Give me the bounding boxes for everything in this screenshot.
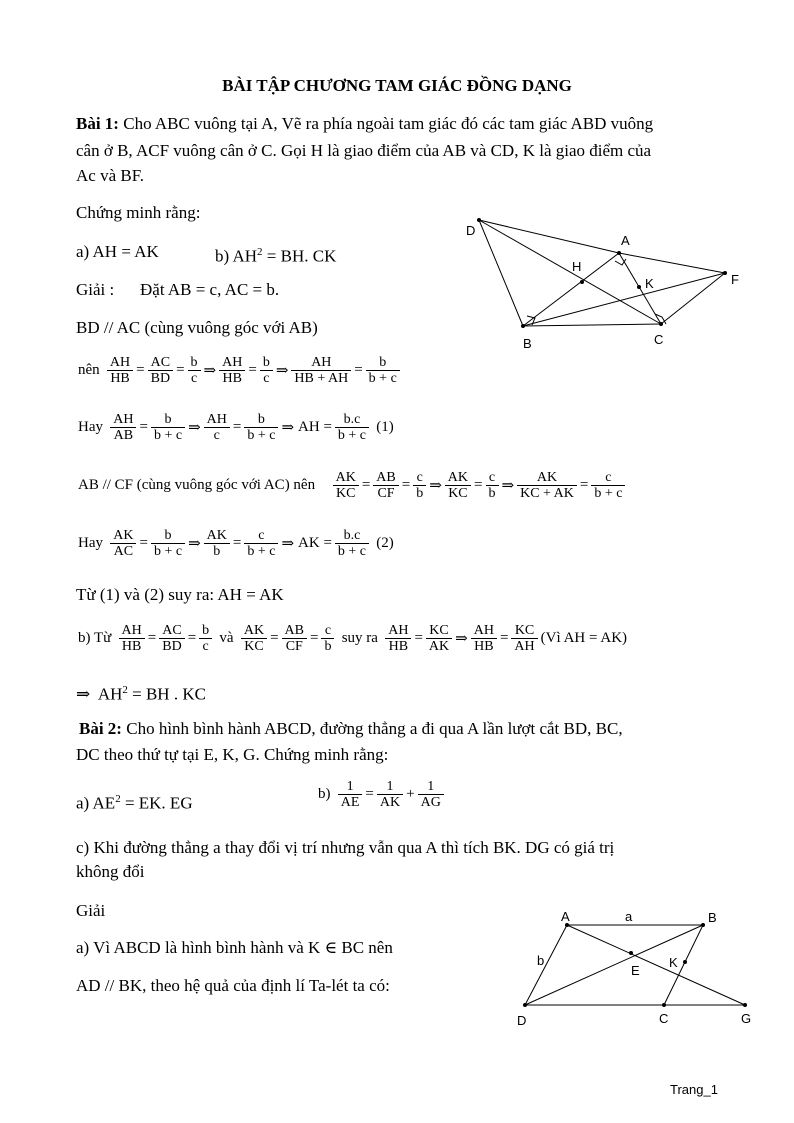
word-suy-ra: suy ra: [341, 630, 378, 646]
word-b: b): [318, 786, 331, 802]
num: AK: [241, 623, 267, 639]
num: KC: [511, 623, 537, 639]
frac-ah-ab: [110, 412, 136, 443]
num: c: [486, 470, 499, 486]
bai1-part-b-rest: = BH. CK: [262, 246, 337, 266]
bai1-giai-label: Giải :: [76, 280, 115, 299]
num: AK: [333, 470, 359, 486]
implies: ⇒: [455, 631, 468, 647]
den: b: [488, 486, 496, 501]
num: b: [260, 355, 273, 371]
fig1-label-f: F: [731, 272, 739, 287]
num: AH: [385, 623, 411, 639]
num: AH: [107, 355, 133, 371]
den: KC: [448, 486, 468, 501]
bai1-line3: Ac và BF.: [76, 166, 145, 185]
eq-number-2: (2): [376, 535, 394, 551]
frac-ah-hbah: [291, 355, 351, 386]
figure-2: [505, 905, 770, 1030]
num: 1: [338, 779, 363, 795]
bai1-part-a: a) AH = AK: [76, 242, 159, 261]
conclusion-pre: AH: [97, 684, 123, 704]
bai2-label: Bài 2:: [79, 719, 122, 738]
den: c: [190, 371, 198, 386]
frac-b-c: [260, 355, 273, 386]
den: CF: [285, 639, 303, 654]
frac-1-ae: [338, 779, 363, 810]
frac-ah-hb: [471, 623, 497, 654]
den: CF: [377, 486, 395, 501]
bai2-sol-2: AD // BK, theo hệ quả của định lí Ta-lét ta có:: [76, 976, 390, 995]
num: AK: [204, 528, 230, 544]
fig2-label-a-side: a: [625, 909, 633, 924]
den: HB: [121, 639, 142, 654]
page-title: BÀI TẬP CHƯƠNG TAM GIÁC ĐỒNG DẠNG: [222, 76, 572, 95]
frac-ah-c: [204, 412, 230, 443]
fig2-label-d: D: [517, 1013, 527, 1028]
fig1-label-k: K: [645, 276, 654, 291]
den: b + c: [337, 428, 367, 443]
implies: ⇒: [188, 536, 201, 552]
bai1-conclusion: [76, 680, 206, 705]
bai2-part-c-2: không đổi: [76, 862, 145, 881]
den: HB: [388, 639, 409, 654]
fig2-label-b-side: b: [537, 953, 545, 968]
frac-b-bc: [244, 412, 278, 443]
frac-ac-bd: [159, 623, 184, 654]
num: AC: [148, 355, 173, 371]
den: c: [213, 428, 220, 443]
word-hay: Hay: [78, 419, 103, 435]
word-va: và: [219, 630, 234, 646]
fig1-label-a: A: [621, 233, 630, 248]
implies: ⇒: [76, 684, 91, 704]
den: HB: [110, 371, 130, 386]
bai1-prove: Chứng minh rằng:: [76, 203, 201, 222]
den: BD: [162, 639, 182, 654]
figure-1: [455, 210, 755, 355]
fig2-label-k: K: [669, 955, 678, 970]
num: c: [591, 470, 625, 486]
frac-c-bc: [591, 470, 625, 501]
den: b + c: [247, 428, 276, 443]
frac-ah-hb: [385, 623, 411, 654]
den: AK: [428, 639, 450, 654]
eq-hay-2: Hay $\frac{AK}{AC}$ = $\frac{b}{b + c}$ ⇒ $\frac{AK}{b}$ = $\frac{c}{b + c}$ ⇒ AK = $\frac{b.c}{b + c}$ (2): [78, 528, 394, 559]
eq-ab-cf: AB // CF (cùng vuông góc với AC) nên $\frac{AK}{KC}$ = $\frac{AB}{CF}$ = $\frac{c}{b}$ ⇒ $\frac{AK}{KC}$ = $\frac{c}{b}$ ⇒ $\frac{AK}{KC + AK}$ = $\frac{c}{b + c}$: [76, 470, 626, 501]
fig1-label-b: B: [523, 336, 532, 351]
num: b.c: [335, 412, 369, 428]
frac-c-b: [321, 623, 334, 654]
implies: ⇒: [188, 420, 201, 436]
num: 1: [418, 779, 444, 795]
bai1-bd-ac: BD // AC (cùng vuông góc với AB): [76, 318, 318, 337]
bai2-part-a: [76, 789, 193, 814]
page-number: Trang_1: [670, 1082, 718, 1097]
den: HB + AH: [294, 371, 349, 386]
den: KC: [335, 486, 356, 501]
num: 1: [377, 779, 403, 795]
frac-bdotc-bc: [335, 412, 369, 443]
den: b + c: [153, 544, 183, 559]
bai2-part-a-pre: a) AE: [76, 793, 116, 813]
bai1-line2: cân ở B, ACF vuông cân ở C. Gọi H là giao điểm của AB và CD, K là giao điểm của: [76, 141, 652, 160]
bai2-line1: [79, 719, 623, 739]
den: c: [202, 639, 209, 654]
fig1-label-h: H: [572, 259, 582, 274]
frac-ac-bd: [148, 355, 173, 386]
num: b: [244, 412, 278, 428]
bai1-part-b: [215, 242, 336, 267]
eq-b-tu: b) Từ $\frac{AH}{HB}$ = $\frac{AC}{BD}$ = $\frac{b}{c}$ và $\frac{AK}{KC}$ = $\frac{AB}{CF}$ = $\frac{c}{b}$ suy ra $\frac{AH}{HB}$ = $\frac{KC}{AK}$ ⇒ $\frac{AH}{HB}$ = $\frac{KC}{AH}$ (Vì AH = AK): [78, 623, 628, 654]
den: KC: [244, 639, 264, 654]
bai2-line2: DC theo thứ tự tại E, K, G. Chứng minh rằng:: [76, 745, 389, 764]
frac-b-c: [199, 623, 212, 654]
implies: ⇒: [281, 536, 295, 552]
eq-number-1: (1): [376, 419, 394, 435]
num: AH: [110, 412, 136, 428]
fig2-label-b: B: [708, 910, 717, 925]
bai2-part-a-post: = EK. EG: [120, 793, 193, 813]
frac-c-b: [486, 470, 499, 501]
bai1-tu12: Từ (1) và (2) suy ra: AH = AK: [76, 585, 284, 604]
den: b: [324, 639, 332, 654]
frac-ak-ac: [110, 528, 136, 559]
num: AC: [159, 623, 184, 639]
frac-b-bc: [151, 528, 185, 559]
text-ab-cf: AB // CF (cùng vuông góc với AC) nên: [78, 477, 316, 493]
implies: ⇒: [281, 420, 295, 436]
num: c: [321, 623, 334, 639]
frac-kc-ak: [426, 623, 452, 654]
frac-b-bc: [151, 412, 185, 443]
frac-ak-kc: [241, 623, 267, 654]
conclusion-post: = BH . KC: [127, 684, 206, 704]
bai2-part-c-1: c) Khi đường thẳng a thay đổi vị trí nhưng vẫn qua A thì tích BK. DG có giá trị: [76, 838, 615, 857]
bai2-sol-1: a) Vì ABCD là hình bình hành và K ∈ BC nên: [76, 938, 393, 957]
den: AG: [420, 795, 441, 810]
implies: ⇒: [501, 478, 515, 494]
frac-ak-kc: [445, 470, 471, 501]
num: AH: [119, 623, 145, 639]
frac-ak-kcak: [517, 470, 577, 501]
fig2-label-e: E: [631, 963, 640, 978]
bai1-giai-set: Đặt AB = c, AC = b.: [140, 280, 280, 299]
frac-b-bc: [366, 355, 400, 386]
frac-ak-b: [204, 528, 230, 559]
eq-hay-1: Hay $\frac{AH}{AB}$ = $\frac{b}{b + c}$ ⇒ $\frac{AH}{c}$ = $\frac{b}{b + c}$ ⇒ AH = $\frac{b.c}{b + c}$ (1): [78, 412, 394, 443]
den: AB: [113, 428, 134, 443]
frac-kc-ah: [511, 623, 537, 654]
den: AH: [514, 639, 535, 654]
num: b: [188, 355, 201, 371]
bai1-text1: Cho ABC vuông tại A, Vẽ ra phía ngoài tam giác đó các tam giác ABD vuông: [118, 114, 654, 133]
den: HB: [222, 371, 242, 386]
num: AH: [471, 623, 497, 639]
num: AH: [291, 355, 351, 371]
num: AH: [219, 355, 245, 371]
den: b + c: [368, 371, 397, 386]
frac-ah-hb: [107, 355, 133, 386]
implies: ⇒: [203, 363, 217, 379]
den: b: [416, 486, 424, 501]
num: AK: [445, 470, 471, 486]
den: KC + AK: [520, 486, 574, 501]
num: AK: [517, 470, 577, 486]
fig2-label-a: A: [561, 909, 570, 924]
bai1-part-b-text: b) AH: [215, 246, 258, 266]
num: c: [413, 470, 426, 486]
fig1-label-c: C: [654, 332, 664, 347]
frac-1-ag: [418, 779, 444, 810]
word-b-tu: b) Từ: [78, 630, 112, 646]
den: HB: [474, 639, 494, 654]
bai2-part-b: b) $\frac{1}{AE}$ = $\frac{1}{AK}$ + $\frac{1}{AG}$: [316, 779, 445, 810]
sup-2: 2: [115, 793, 121, 805]
sup-2: 2: [257, 246, 263, 258]
fig2-label-c: C: [659, 1011, 669, 1026]
num: b: [199, 623, 212, 639]
word-hay: Hay: [78, 535, 103, 551]
frac-ah-hb: [219, 355, 245, 386]
frac-ak-kc: [333, 470, 359, 501]
den: AK: [379, 795, 401, 810]
frac-ab-cf: [373, 470, 398, 501]
den: b + c: [247, 544, 276, 559]
den: b + c: [153, 428, 183, 443]
den: c: [263, 371, 270, 386]
num: b: [151, 412, 185, 428]
num: c: [244, 528, 278, 544]
num: AB: [373, 470, 398, 486]
den: b + c: [594, 486, 623, 501]
implies: ⇒: [429, 478, 442, 494]
text-vi: (Vì AH = AK): [540, 630, 628, 646]
bai2-giai: Giải: [76, 901, 106, 920]
frac-c-b: [413, 470, 426, 501]
frac-c-bc: [244, 528, 278, 559]
den: AC: [113, 544, 134, 559]
bai1-label: Bài 1:: [76, 114, 119, 133]
num: b: [366, 355, 400, 371]
num: KC: [426, 623, 452, 639]
word-nen: nên: [78, 362, 100, 378]
bai2-text1: Cho hình bình hành ABCD, đường thẳng a đi qua A lần lượt cắt BD, BC,: [121, 719, 623, 738]
frac-b-c: [188, 355, 201, 386]
num: b: [151, 528, 185, 544]
num: AK: [110, 528, 136, 544]
num: AH: [204, 412, 230, 428]
implies: ⇒: [275, 363, 289, 379]
num: AB: [282, 623, 307, 639]
eq-nen: nên $\frac{AH}{HB}$ = $\frac{AC}{BD}$ = $\frac{b}{c}$ ⇒ $\frac{AH}{HB}$ = $\frac{b}{c}$ ⇒ $\frac{AH}{HB + AH}$ = $\frac{b}{b + c}$: [76, 355, 401, 386]
sup-2: 2: [122, 684, 128, 696]
fig1-label-d: D: [466, 223, 476, 238]
frac-1-ak: [377, 779, 403, 810]
den: b: [213, 544, 221, 559]
bai1-line1: [76, 114, 653, 134]
frac-bdotc-bc: [335, 528, 369, 559]
den: BD: [150, 371, 171, 386]
num: b.c: [335, 528, 369, 544]
frac-ah-hb: [119, 623, 145, 654]
frac-ab-cf: [282, 623, 307, 654]
fig2-label-g: G: [741, 1011, 752, 1026]
den: AE: [340, 795, 360, 810]
den: b + c: [337, 544, 367, 559]
